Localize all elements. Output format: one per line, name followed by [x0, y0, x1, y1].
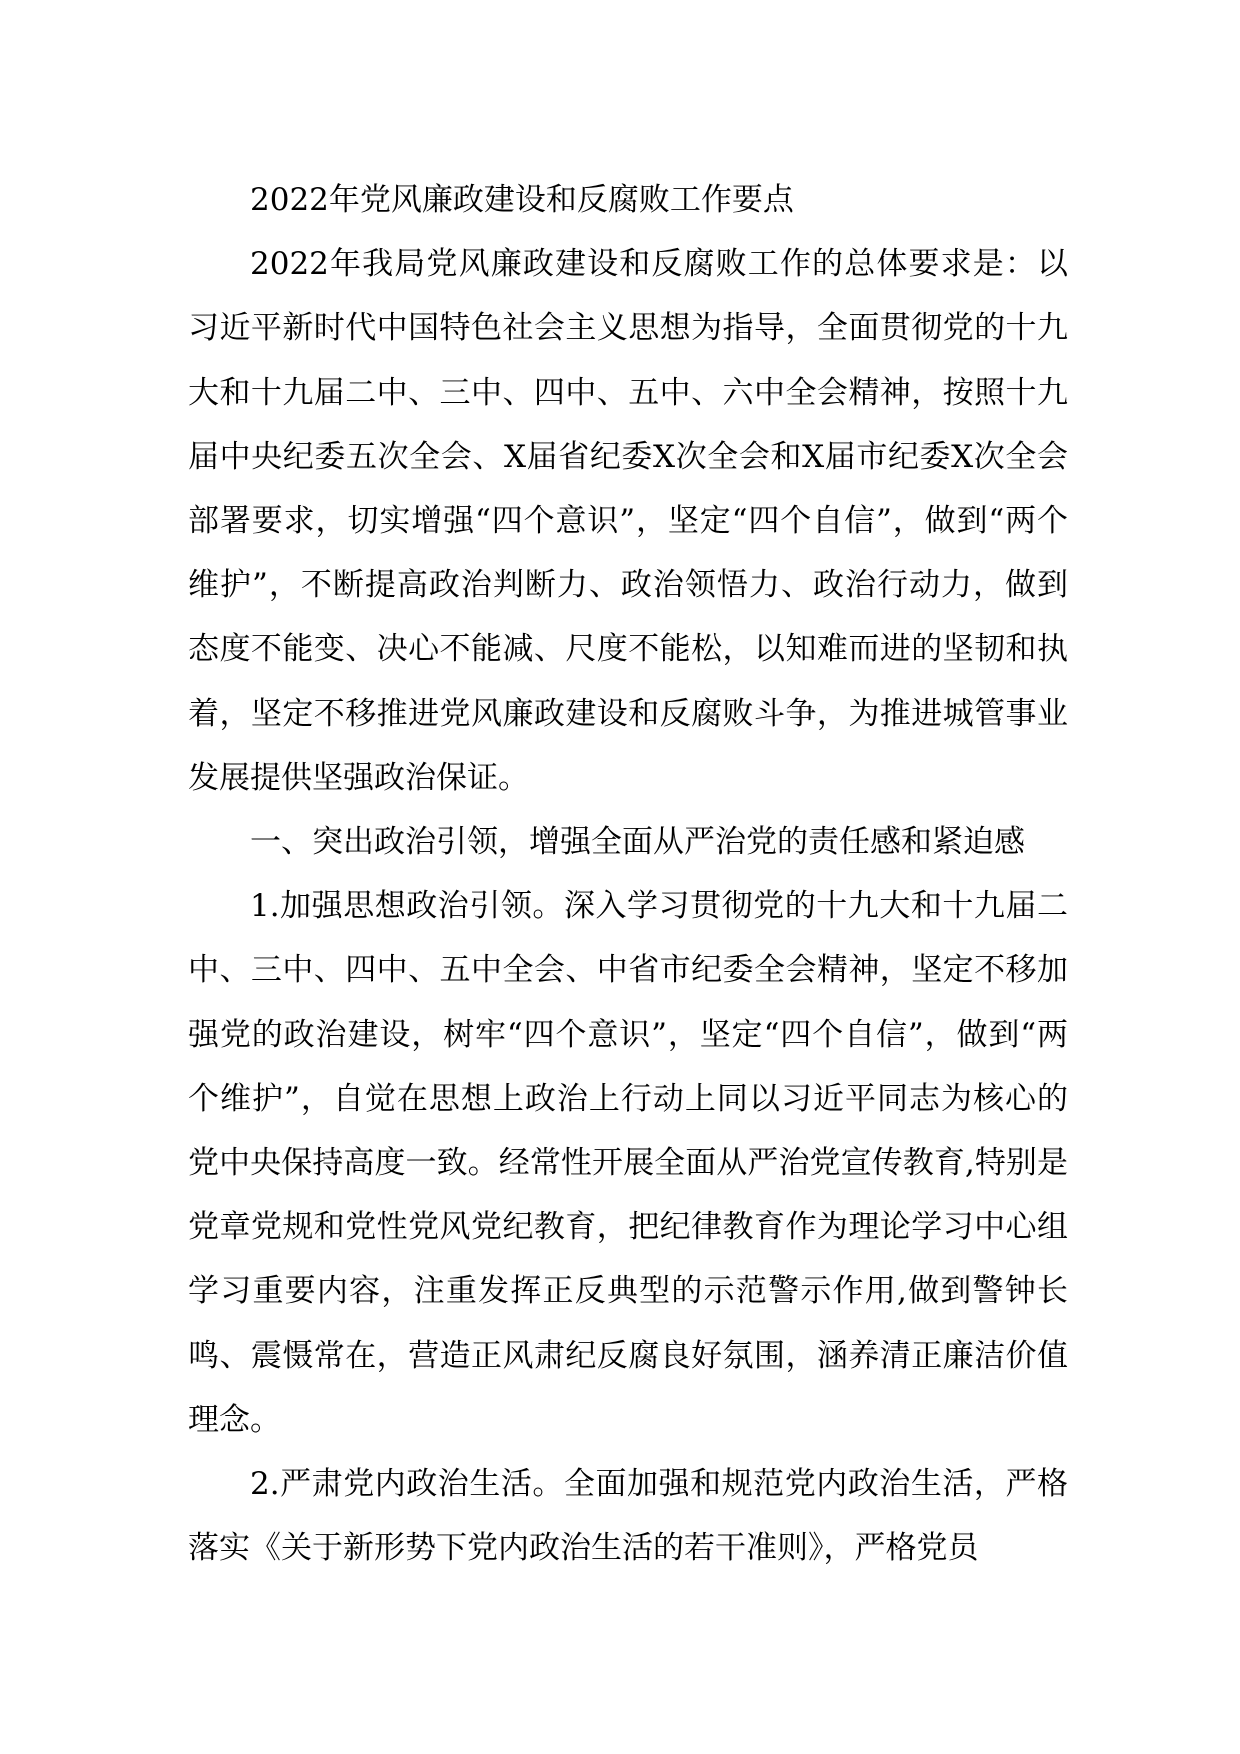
paragraph-item-1: 1.加强思想政治引领。深入学习贯彻党的十九大和十九届二中、三中、四中、五中全会、中省市纪委全会精神，坚定不移加强党的政治建设，树牢“四个意识”，坚定“四个自信”，做到“两个维护”，自觉在思想上政治上行动上同以习近平同志为核心的党中央保持高度一致。经常性开展全面从严治党宣传教育,特别是党章党规和党性党风党纪教育，把纪律教育作为理论学习中心组学习重要内容，注重发挥正反典型的示范警示作用,做到警钟长鸣、震慑常在，营造正风肃纪反腐良好氛围，涵养清正廉洁价值理念。: [188, 888, 1068, 1438]
paragraph-item-2: 2.严肃党内政治生活。全面加强和规范党内政治生活，严格落实《关于新形势下党内政治生活的若干准则》，严格党员: [188, 1466, 1068, 1567]
section-heading-1: 一、突出政治引领，增强全面从严治党的责任感和紧迫感: [250, 824, 1025, 861]
document-title: 2022年党风廉政建设和反腐败工作要点: [250, 182, 794, 218]
document-body: [188, 168, 1068, 1580]
paragraph-general-requirements: 2022年我局党风廉政建设和反腐败工作的总体要求是：以习近平新时代中国特色社会主义思想为指导，全面贯彻党的十九大和十九届二中、三中、四中、五中、六中全会精神，按照十九届中央纪委五次全会、X届省纪委X次全会和X届市纪委X次全会部署要求，切实增强“四个意识”，坚定“四个自信”，做到“两个维护”，不断提高政治判断力、政治领悟力、政治行动力，做到态度不能变、决心不能减、尺度不能松，以知难而进的坚韧和执着，坚定不移推进党风廉政建设和反腐败斗争，为推进城管事业发展提供坚强政治保证。: [188, 246, 1068, 796]
